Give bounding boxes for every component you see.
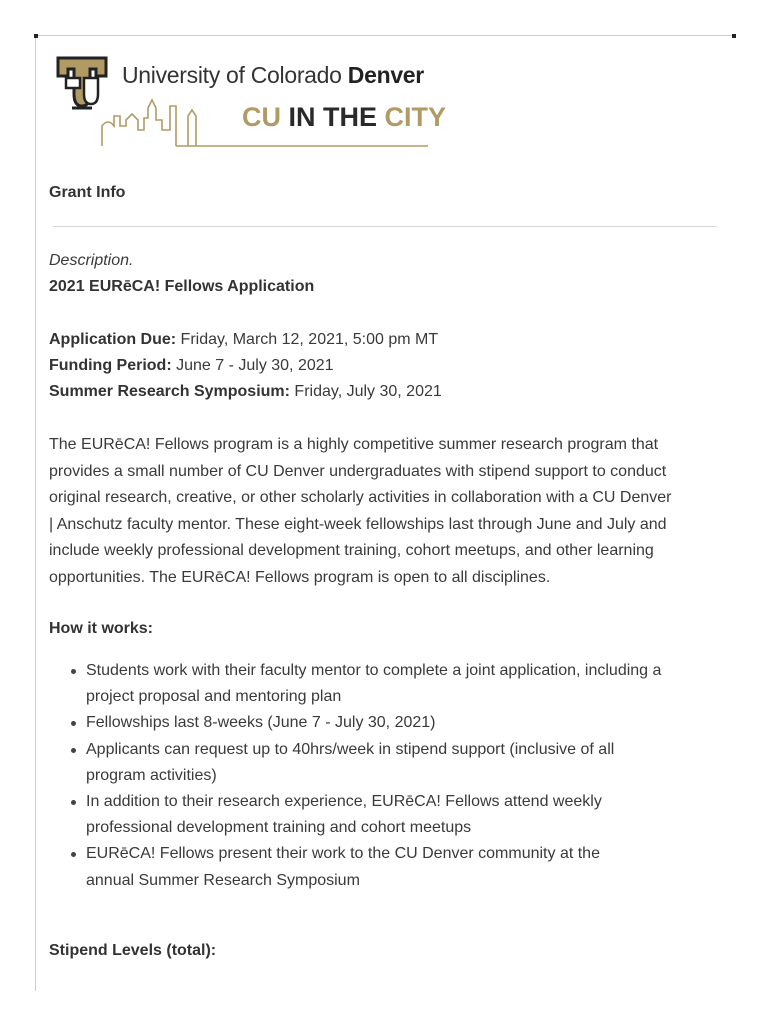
list-item	[86, 737, 661, 789]
paragraph-line: opportunities. The EURēCA! Fellows program is open to all disciplines.	[49, 568, 551, 586]
list-item-line: annual Summer Research Symposium	[86, 871, 360, 889]
list-item-line: project proposal and mentoring plan	[86, 688, 342, 706]
detail-label: Summer Research Symposium:	[49, 383, 290, 400]
skyline-icon	[50, 96, 430, 150]
university-campus: Denver	[347, 62, 424, 88]
list-item-line: In addition to their research experience, EURēCA! Fellows attend weekly	[86, 793, 602, 811]
list-item	[86, 710, 661, 736]
paragraph-line: | Anschutz faculty mentor. These eight-week fellowships last through June and July and	[49, 515, 667, 533]
frame-corner-left	[34, 34, 38, 38]
detail-value: June 7 - July 30, 2021	[171, 357, 334, 374]
list-item-line: professional development training and cohort meetups	[86, 819, 472, 837]
list-item	[86, 658, 661, 710]
university-name	[122, 62, 424, 89]
application-title: 2021 EURēCA! Fellows Application	[49, 278, 315, 295]
how-it-works-heading: How it works:	[49, 620, 154, 637]
tagline-cu: CU	[242, 102, 281, 132]
detail-symposium	[49, 379, 442, 406]
tagline-in-the: IN THE	[288, 102, 378, 132]
paragraph-line: The EURēCA! Fellows program is a highly competitive summer research program that	[49, 436, 659, 453]
detail-label: Funding Period:	[49, 357, 172, 374]
list-item-line: program activities)	[86, 766, 217, 784]
section-title: Grant Info	[49, 184, 126, 201]
list-item-line: Students work with their faculty mentor to complete a joint application, including a	[86, 662, 662, 679]
description-label: Description.	[49, 252, 134, 269]
list-item-line: EURēCA! Fellows present their work to the CU Denver community at the	[86, 845, 600, 863]
tagline-city: CITY	[384, 102, 447, 132]
stipend-heading: Stipend Levels (total):	[49, 942, 217, 959]
detail-value: Friday, March 12, 2021, 5:00 pm MT	[176, 331, 439, 348]
divider	[53, 226, 717, 227]
list-item-line: Fellowships last 8-weeks (June 7 - July 30, 2021)	[86, 714, 436, 732]
paragraph-line: include weekly professional development training, cohort meetups, and other learning	[49, 542, 654, 559]
detail-value: Friday, July 30, 2021	[289, 383, 442, 400]
detail-application-due	[49, 327, 438, 354]
list-item	[86, 841, 661, 893]
frame-corner-right	[732, 34, 736, 38]
detail-funding-period	[49, 353, 334, 380]
how-it-works-list	[86, 658, 661, 894]
program-description	[49, 432, 729, 591]
paragraph-line: original research, creative, or other scholarly activities in collaboration with a CU Denver	[49, 489, 672, 506]
list-item	[86, 789, 661, 841]
detail-label: Application Due:	[49, 331, 177, 348]
university-prefix: University of Colorado	[122, 62, 342, 88]
list-item-line: Applicants can request up to 40hrs/week in stipend support (inclusive of all	[86, 740, 615, 758]
paragraph-line: provides a small number of CU Denver undergraduates with stipend support to conduct	[49, 462, 667, 480]
